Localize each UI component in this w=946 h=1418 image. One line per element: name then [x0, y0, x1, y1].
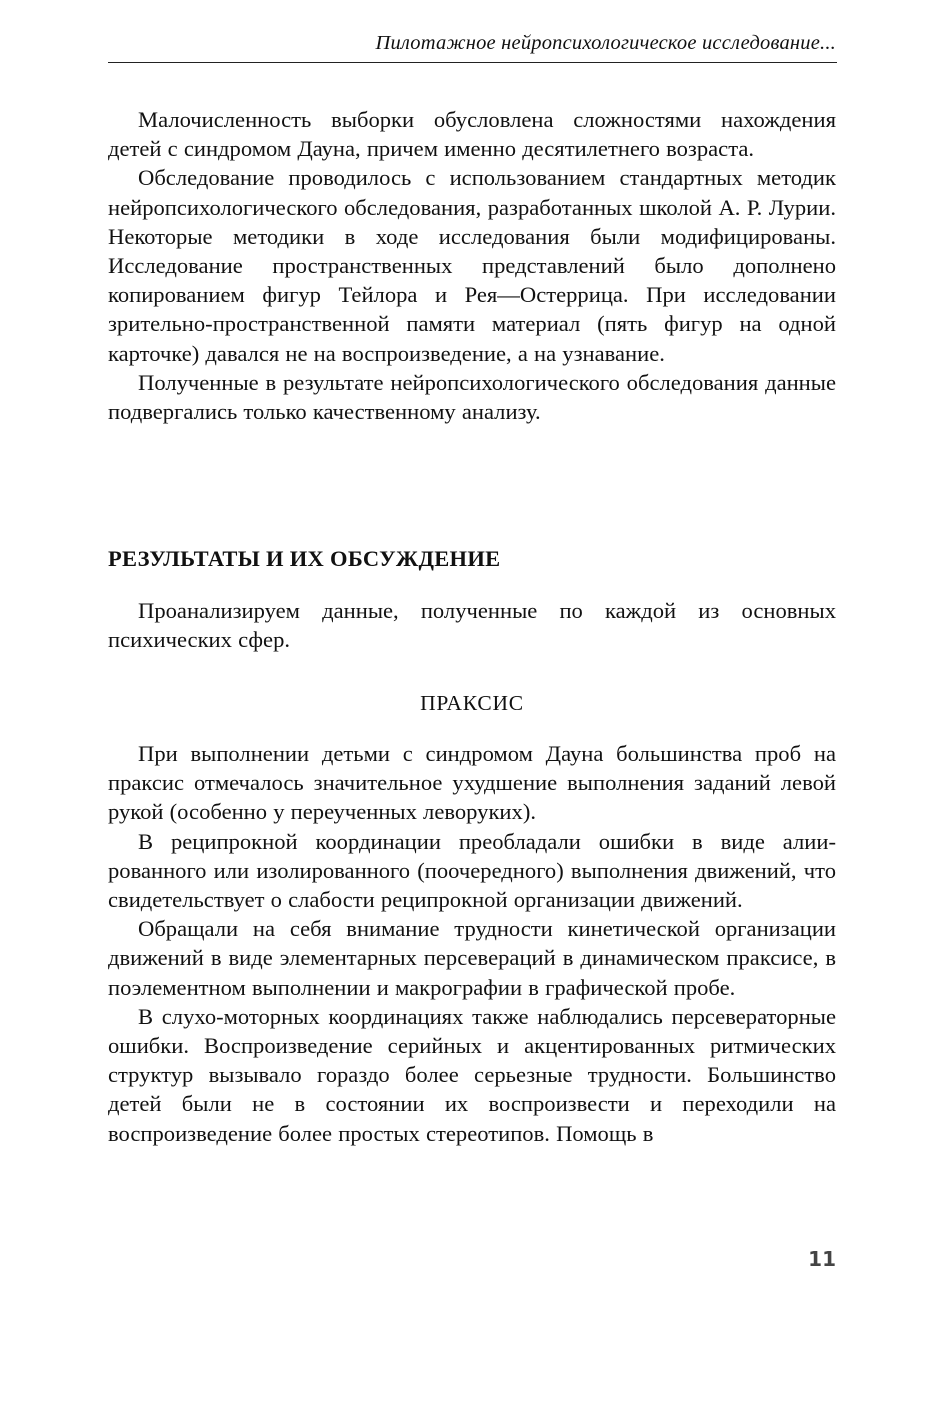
paragraph: Проанализируем данные, полученные по каждой из основных психических сфер.: [108, 598, 836, 653]
results-intro: [108, 596, 836, 654]
paragraph: При выполнении детьми с синдромом Дауна большинства проб на праксис отмечалось значительное ухудшение выполнения заданий левой рукой (особенно у переученных леворуких).: [108, 741, 836, 825]
paragraph: В реципрокной координации преобладали ошибки в виде алиированного или изолированного (поочередного) выполнения движений, что свидетельствует о слабости реципрокной организации движений.: [108, 828, 836, 913]
subsection-heading-praxis: ПРАКСИС: [420, 691, 524, 715]
paragraph: В слухо-моторных координациях также наблюдались персевераторные ошибки. Воспроизведение серийных и акцентированных ритмических структур вызывало гораздо более серьезные трудности. Большинство детей были не в состоянии их воспроизвести и переходили на воспроизведение более простых стереотипов. Помощь в: [108, 1003, 836, 1146]
header-rule: [108, 62, 837, 63]
paragraph: Полученные в результате нейропсихологического обследования данные подвергались только качественному анализу.: [108, 369, 836, 425]
intro-section: [108, 105, 836, 426]
paragraph: Обследование проводилось с использованием стандартных методик нейропсихологического обследования, разработанных школой А. Р. Лурии. Некоторые методики в ходе исследования были модифицированы. Исследование пространственных представлений было дополнено копированием фигур Тейлора и Рея—Остеррица. При исследовании зрительно-пространственной памяти материал (пять фигур на одной карточке) давался не на воспроизведение, а на узнавание.: [108, 165, 836, 366]
page-number: 11: [808, 1247, 836, 1271]
paragraph: Обращали на себя внимание трудности кинетической организации движений в виде элементарных персевераций в динамическом праксисе, в поэлементном выполнении и макрографии в графической пробе.: [108, 916, 836, 1000]
praxis-section: [108, 739, 836, 1148]
paragraph: Малочисленность выборки обусловлена сложностями нахождения детей с синдромом Дауна, причем именно десятилетнего возраста.: [108, 107, 836, 162]
section-heading-results: РЕЗУЛЬТАТЫ И ИХ ОБСУЖДЕНИЕ: [108, 546, 501, 571]
running-title: Пилотажное нейропсихологическое исследование...: [375, 32, 836, 54]
